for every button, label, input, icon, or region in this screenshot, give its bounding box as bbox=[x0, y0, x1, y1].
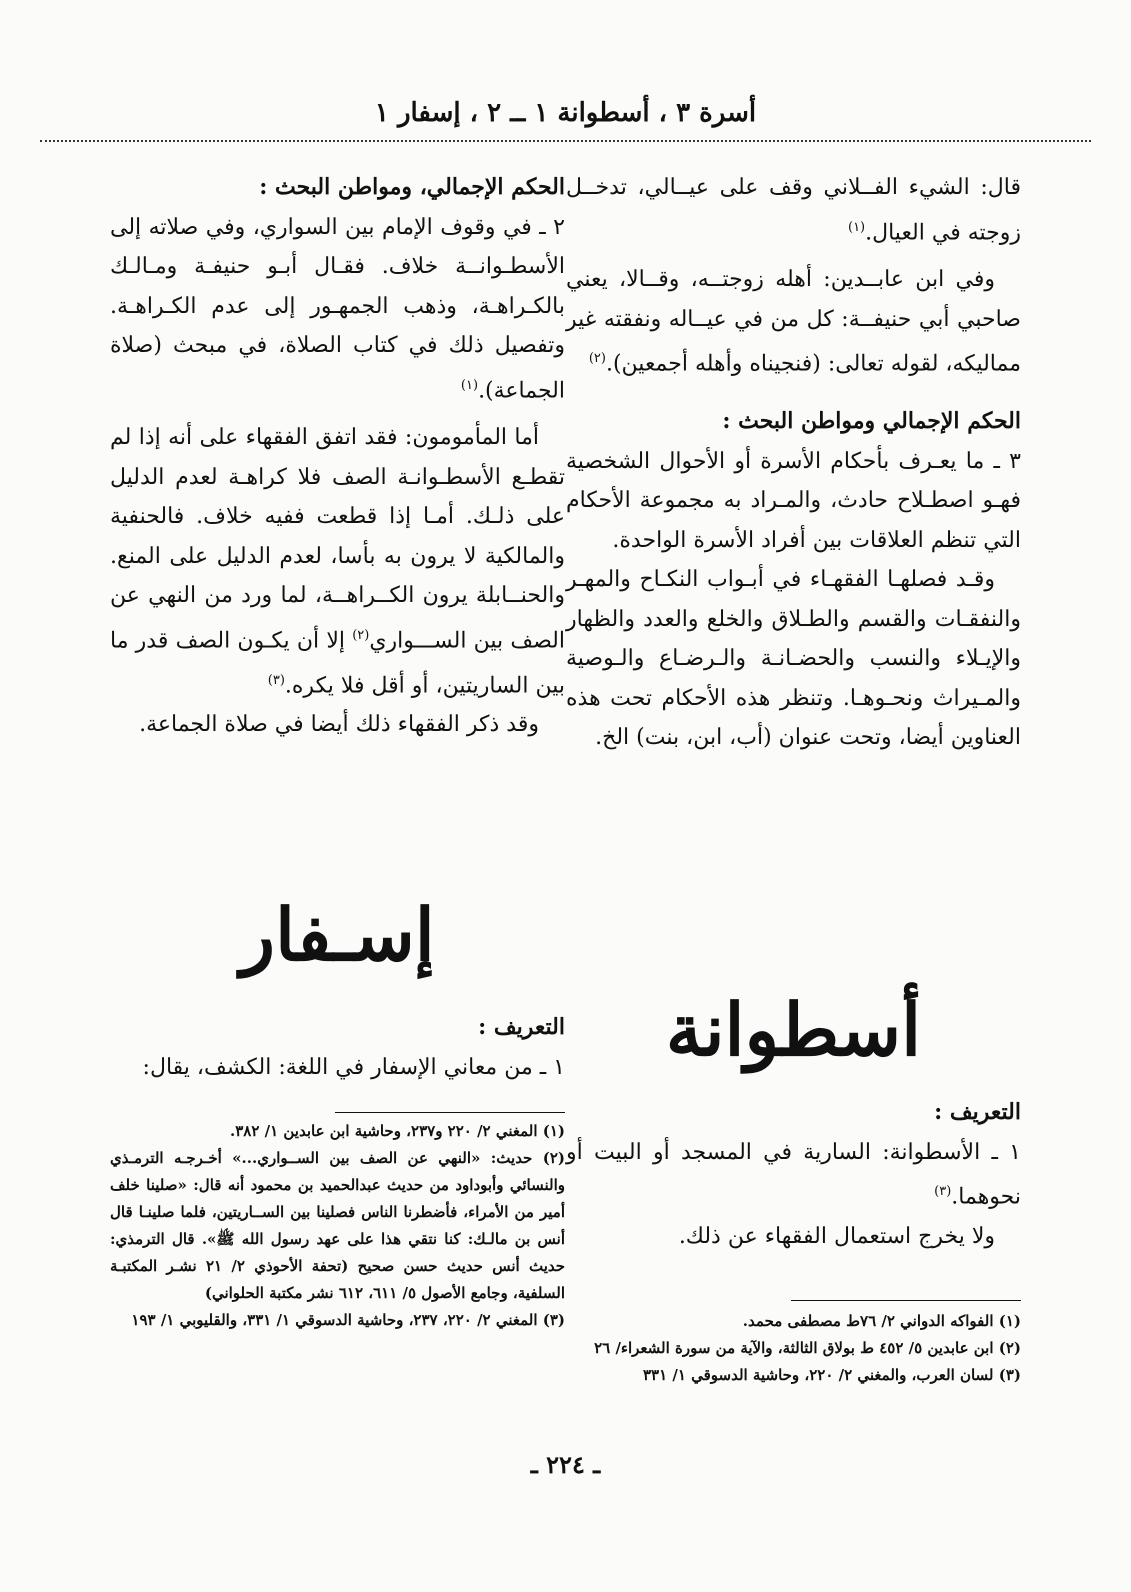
footnote-rule-left bbox=[335, 1112, 565, 1113]
footnote: (٣) المغني ٢/ ٢٢٠، ٢٣٧، وحاشية الدسوقي ١/ ٣٣١، والقليوبي ١/ ١٩٣ bbox=[131, 1311, 565, 1329]
ustuwana-definition bbox=[566, 1093, 1021, 1256]
footnote: (٣) لسان العرب، والمغني ٢/ ٢٢٠، وحاشية الدسوقي ١/ ٣٣١ bbox=[642, 1366, 1021, 1384]
right-column bbox=[566, 168, 1021, 758]
right-paragraph-4: وقـد فصلهـا الفقهـاء في أبـواب النكـاح والمهـر والنفقـات والقسم والطـلاق والخلع والعدد والظهار والإيـلاء والنسب والحضـانـة والـرضـاع والـوصية والمـيراث ونحـوهـا. وتنظر هذه الأحكام تحت هذه العناوين أيضا، وتحت عنوان (أب، ابن، بنت) الخ. bbox=[566, 567, 1021, 751]
footnote: (١) المغني ٢/ ٢٢٠ و٢٣٧، وحاشية ابن عابدين ١/ ٣٨٢. bbox=[229, 1122, 565, 1140]
right-section-heading: الحكم الإجمالي ومواطن البحث : bbox=[722, 408, 1021, 435]
footnote-ref: (٢) bbox=[352, 627, 370, 643]
left-paragraph-2: أما المأمومون: فقد اتفق الفقهاء على أنه إذا لم تقطـع الأسطـوانـة الصف فلا كراهـة لعدم الدليل على ذلـك. أمـا إذا قطعت ففيه خلاف. فالحنفية والمالكية لا يرون به بأسا، لعدم الدليل على المنع. والحنــابلة يرون الكــراهــة، لما ورد من النهي عن الصف بين الســـواري$^{(٢)}$ إلا أن يكـون الصف قدر ما بين الساريتين، أو أقل فلا يكره.$^{(٣)}$ bbox=[110, 425, 565, 698]
footnote: (١) الفواكه الدواني ٢/ ٧٦ط مصطفى محمد. bbox=[742, 1312, 1021, 1330]
footnote-ref: (٣) bbox=[934, 1184, 952, 1199]
isfar-definition-heading: التعريف : bbox=[478, 1014, 565, 1040]
left-column bbox=[110, 168, 565, 745]
footnote-rule-right bbox=[791, 1300, 1021, 1301]
right-paragraph-2: وفي ابن عابــدين: أهله زوجتــه، وقــالا، يعني صاحبي أبي حنيفــة: كل من في عيــاله ونفقته غير مماليكه، لقوله تعالى: (فنجيناه وأهله أجمعين).$^{(٢)}$ bbox=[566, 267, 1021, 377]
article-title-ustuwana: أسطوانة bbox=[665, 987, 922, 1072]
left-section-heading: الحكم الإجمالي، ومواطن البحث : bbox=[259, 174, 565, 200]
ustuwana-paragraph-2: ولا يخرج استعمال الفقهاء عن ذلك. bbox=[678, 1223, 995, 1249]
footnote-ref: (١) bbox=[847, 219, 866, 235]
page-number: ـ ٢٢٤ ـ bbox=[530, 1450, 601, 1479]
footnote-ref: (٣) bbox=[267, 672, 285, 688]
right-paragraph-3: ٣ ـ ما يعـرف بأحكام الأسرة أو الأحوال الشخصية فهـو اصطـلاح حادث، والمـراد به مجموعة الأحكام التي تنظم العلاقات بين أفراد الأسرة الواحدة. bbox=[566, 448, 1021, 553]
left-paragraph-1: ٢ ـ في وقوف الإمام بين السواري، وفي صلاته إلى الأسطـوانــة خلاف. فقـال أبـو حنيفـة ومـالـك بالكـراهـة، وذهب الجمهـور إلى عدم الكـراهـة. وتفصيل ذلك في كتاب الصلاة، في مبحث (صلاة الجماعة).$^{(١)}$ bbox=[110, 214, 565, 403]
article-title-isfar: إسـفار bbox=[240, 892, 435, 977]
footnote-ref: (١) bbox=[460, 377, 479, 393]
ustuwana-definition-heading: التعريف : bbox=[934, 1099, 1021, 1125]
footnotes-right bbox=[566, 1308, 1021, 1389]
running-header: أسرة ٣ ، أسطوانة ١ ــ ٢ ، إسفار ١ bbox=[374, 98, 757, 128]
footnote-ref: (٢) bbox=[588, 351, 606, 367]
isfar-definition bbox=[110, 1008, 565, 1087]
right-paragraph-1: قال: الشيء الفــلاني وقف على عيــالي، تدخــل زوجته في العيال.$^{(١)}$ bbox=[566, 175, 1021, 245]
isfar-paragraph-1: ١ ـ من معاني الإسفار في اللغة: الكشف، يقال: bbox=[142, 1054, 565, 1080]
footnote: (٢) حديث: «النهي عن الصف بين الســواري...» أخـرجـه الترمـذي والنسائي وأبوداود من حديث عبدالحميد بن محمود أنه قال: «صلينا خلف أمير من الأمراء، فأضطرنا الناس فصلينا بين الســاريتين، فلما صلينـا قال أنس بن مالـك: كنا نتقي هذا على عهد رسول الله ﷺ». قال الترمذي: حديث أنس حديث حسن صحيح (تحفة الأحوذي ٢/ ٢١ نشـر المكتبـة السلفية، وجامع الأصول ٥/ ٦١١، ٦١٢ نشر مكتبة الحلواني) bbox=[110, 1149, 566, 1302]
footnote: (٢) ابن عابدين ٥/ ٤٥٢ ط بولاق الثالثة، والآية من سورة الشعراء/ ٢٦ bbox=[594, 1339, 1021, 1357]
left-paragraph-3: وقد ذكر الفقهاء ذلك أيضا في صلاة الجماعة. bbox=[139, 712, 539, 738]
ustuwana-paragraph-1: ١ ـ الأسطوانة: السارية في المسجد أو البيت أو نحوهما.$^{(٣)}$ bbox=[566, 1139, 1021, 1210]
header-dotted-rule bbox=[40, 140, 1091, 142]
footnotes-left bbox=[110, 1118, 565, 1334]
